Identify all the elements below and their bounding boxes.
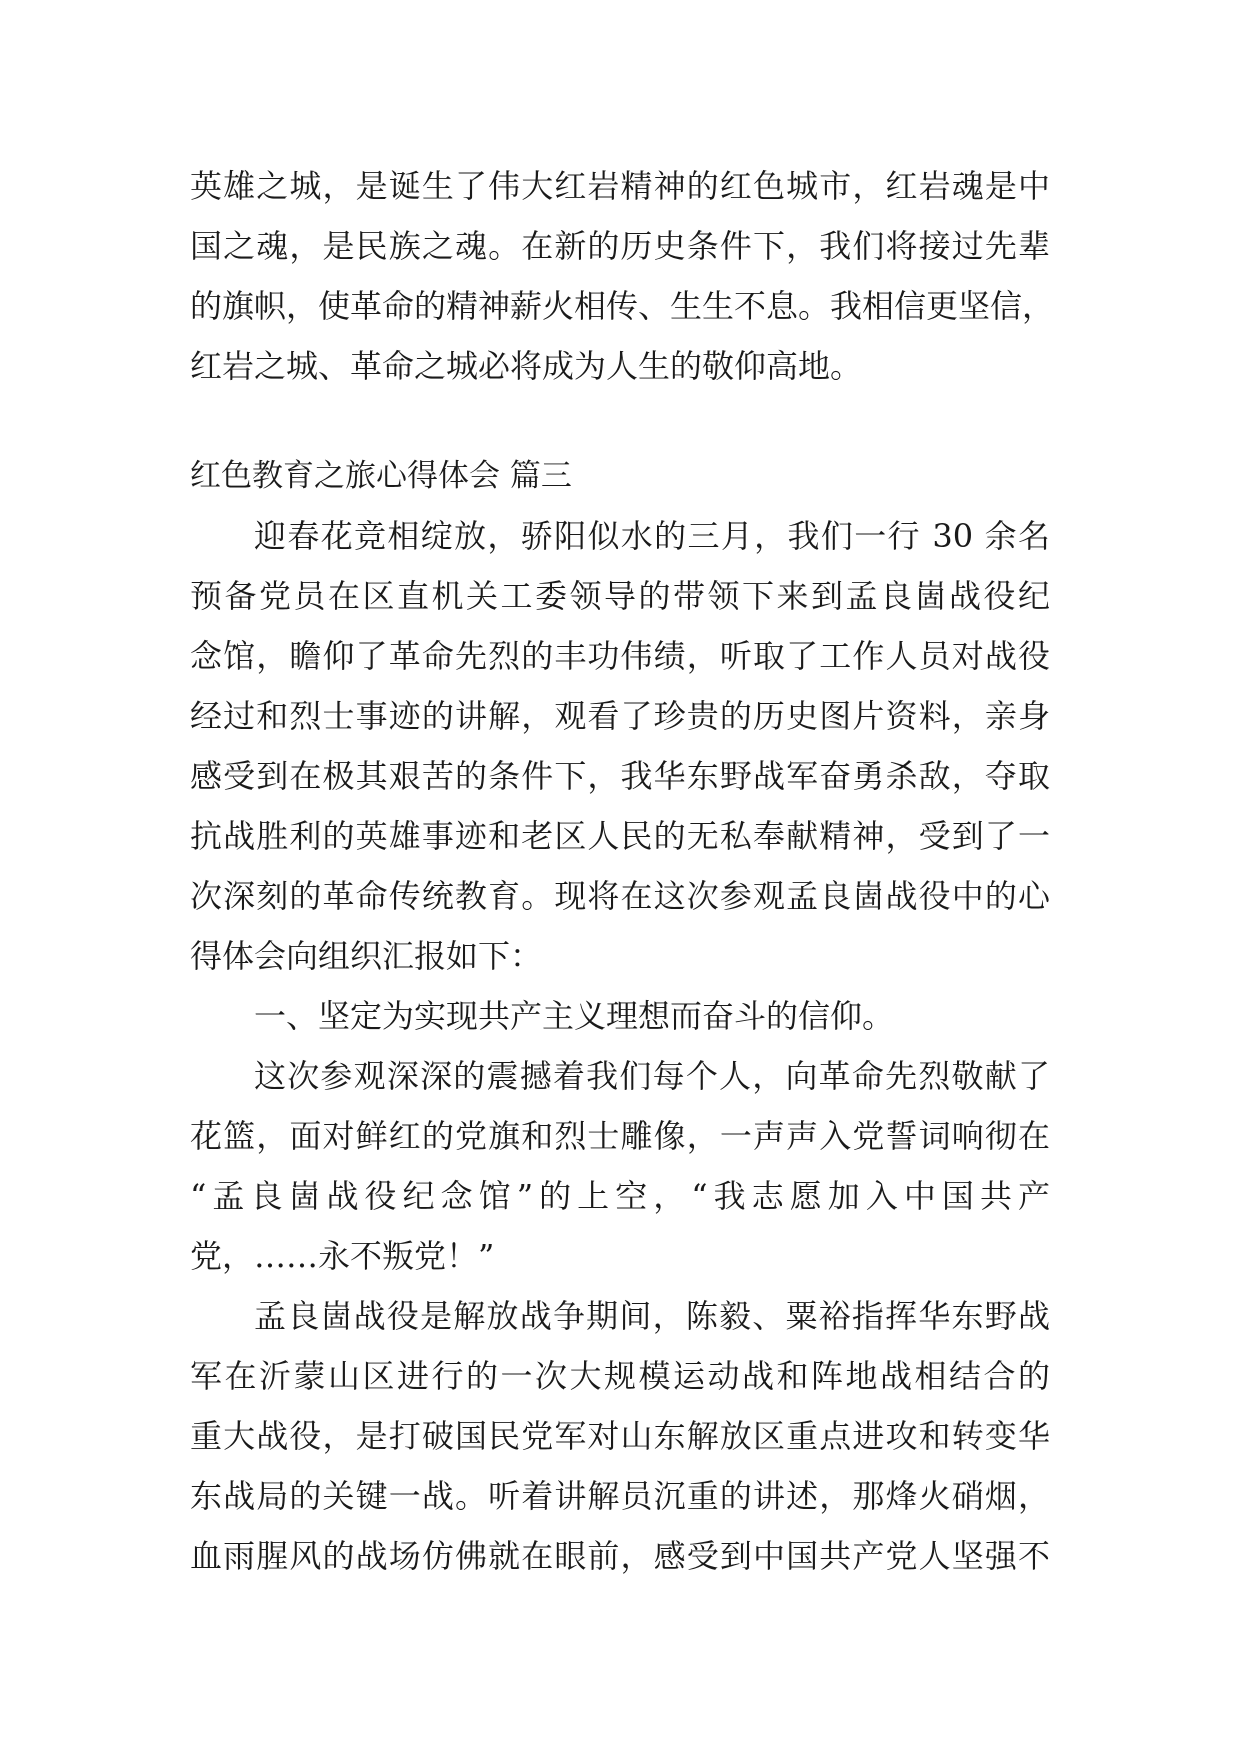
text-line: 重大战役，是打破国民党军对山东解放区重点进攻和转变华: [190, 1417, 1050, 1455]
text-line: 红岩之城、革命之城必将成为人生的敬仰高地。: [190, 347, 863, 385]
text-line: 党，……永不叛党！”: [190, 1237, 495, 1275]
text-line: 得体会向组织汇报如下：: [190, 937, 543, 975]
text-line: “孟良崮战役纪念馆”的上空，“我志愿加入中国共产: [190, 1177, 1050, 1215]
text-line: 花篮，面对鲜红的党旗和烈士雕像，一声声入党誓词响彻在: [190, 1117, 1050, 1155]
text-line: 血雨腥风的战场仿佛就在眼前，感受到中国共产党人坚强不: [190, 1537, 1050, 1575]
text-line: 感受到在极其艰苦的条件下，我华东野战军奋勇杀敌，夺取: [190, 757, 1050, 795]
text-line: 抗战胜利的英雄事迹和老区人民的无私奉献精神，受到了一: [190, 817, 1050, 855]
text-line: 东战局的关键一战。听着讲解员沉重的讲述，那烽火硝烟，: [190, 1477, 1050, 1515]
text-line: 次深刻的革命传统教育。现将在这次参观孟良崮战役中的心: [190, 877, 1050, 915]
text-line: 英雄之城，是诞生了伟大红岩精神的红色城市，红岩魂是中: [190, 167, 1050, 205]
text-line: 军在沂蒙山区进行的一次大规模运动战和阵地战相结合的: [190, 1357, 1050, 1395]
text-line: 迎春花竞相绽放，骄阳似水的三月，我们一行 30 余名: [254, 517, 1050, 555]
text-line: 预备党员在区直机关工委领导的带领下来到孟良崮战役纪: [190, 577, 1050, 615]
text-line: 国之魂，是民族之魂。在新的历史条件下，我们将接过先辈: [190, 227, 1050, 265]
text-line: 孟良崮战役是解放战争期间，陈毅、粟裕指挥华东野战: [254, 1297, 1050, 1335]
section-heading: 红色教育之旅心得体会 篇三: [190, 458, 572, 494]
text-line: 经过和烈士事迹的讲解，观看了珍贵的历史图片资料，亲身: [190, 697, 1050, 735]
text-line: 这次参观深深的震撼着我们每个人，向革命先烈敬献了: [254, 1057, 1050, 1095]
text-line: 的旗帜，使革命的精神薪火相传、生生不息。我相信更坚信，: [190, 287, 1055, 325]
text-line: 念馆，瞻仰了革命先烈的丰功伟绩，听取了工作人员对战役: [190, 637, 1050, 675]
subsection-heading: 一、坚定为实现共产主义理想而奋斗的信仰。: [254, 997, 895, 1035]
